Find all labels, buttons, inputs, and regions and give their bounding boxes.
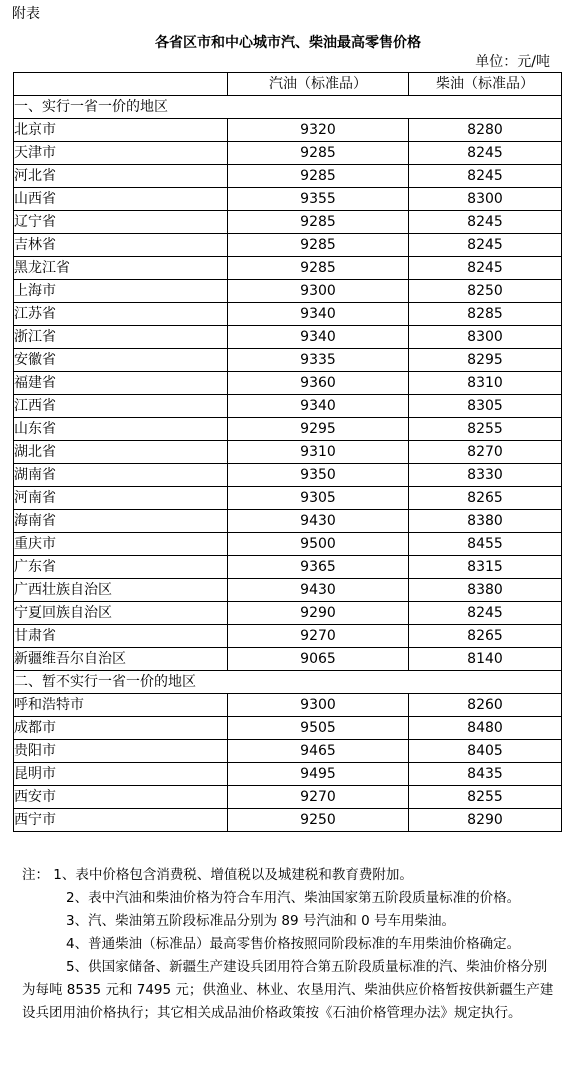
- gasoline-price: 9355: [228, 188, 409, 211]
- unit-label: 单位：元/吨: [475, 54, 550, 70]
- table-row: [14, 487, 562, 510]
- table-row: [14, 602, 562, 625]
- diesel-price: 8380: [409, 510, 562, 533]
- table-row: [14, 625, 562, 648]
- gasoline-price: 9270: [228, 625, 409, 648]
- notes: [22, 864, 556, 1025]
- page-title: 各省区市和中心城市汽、柴油最高零售价格: [155, 35, 421, 51]
- diesel-price: 8270: [409, 441, 562, 464]
- diesel-price: 8300: [409, 326, 562, 349]
- table-row: [14, 533, 562, 556]
- gasoline-price: 9340: [228, 326, 409, 349]
- table-row: [14, 441, 562, 464]
- section-label: 二、暂不实行一省一价的地区: [14, 671, 562, 694]
- diesel-price: 8315: [409, 556, 562, 579]
- header-gasoline: 汽油（标准品）: [228, 73, 409, 96]
- table-row: [14, 395, 562, 418]
- note-5: 5、供国家储备、新疆生产建设兵团用符合第五阶段质量标准的汽、柴油价格分别为每吨 8535 元和 7495 元；供渔业、林业、农垦用汽、柴油供应价格暂按供新疆生产建设兵团用油价格执行；其它相关成品油价格政策按《石油价格管理办法》规定执行。: [22, 959, 554, 1021]
- diesel-price: 8305: [409, 395, 562, 418]
- diesel-price: 8455: [409, 533, 562, 556]
- region-name: 安徽省: [14, 349, 228, 372]
- table-row: [14, 809, 562, 832]
- diesel-price: 8310: [409, 372, 562, 395]
- region-name: 西安市: [14, 786, 228, 809]
- region-name: 山西省: [14, 188, 228, 211]
- gasoline-price: 9270: [228, 786, 409, 809]
- gasoline-price: 9365: [228, 556, 409, 579]
- region-name: 河南省: [14, 487, 228, 510]
- header-diesel: 柴油（标准品）: [409, 73, 562, 96]
- table-row: [14, 786, 562, 809]
- table-row: [14, 510, 562, 533]
- diesel-price: 8480: [409, 717, 562, 740]
- gasoline-price: 9065: [228, 648, 409, 671]
- note-1: 注： 1、表中价格包含消费税、增值税以及城建税和教育费附加。: [22, 867, 413, 883]
- table-row: [14, 142, 562, 165]
- region-name: 湖北省: [14, 441, 228, 464]
- region-name: 辽宁省: [14, 211, 228, 234]
- table-row: [14, 257, 562, 280]
- region-name: 福建省: [14, 372, 228, 395]
- gasoline-price: 9340: [228, 395, 409, 418]
- region-name: 西宁市: [14, 809, 228, 832]
- table-row: [14, 211, 562, 234]
- region-name: 黑龙江省: [14, 257, 228, 280]
- table-row: [14, 579, 562, 602]
- region-name: 天津市: [14, 142, 228, 165]
- diesel-price: 8140: [409, 648, 562, 671]
- region-name: 江西省: [14, 395, 228, 418]
- gasoline-price: 9300: [228, 694, 409, 717]
- table-row: [14, 418, 562, 441]
- table-row: [14, 280, 562, 303]
- table-row: [14, 165, 562, 188]
- table-row: [14, 349, 562, 372]
- table-row: [14, 464, 562, 487]
- region-name: 山东省: [14, 418, 228, 441]
- note-4: 4、普通柴油（标准品）最高零售价格按照同阶段标准的车用柴油价格确定。: [66, 936, 521, 952]
- gasoline-price: 9290: [228, 602, 409, 625]
- table-row: [14, 556, 562, 579]
- diesel-price: 8245: [409, 257, 562, 280]
- region-name: 北京市: [14, 119, 228, 142]
- region-name: 吉林省: [14, 234, 228, 257]
- diesel-price: 8245: [409, 211, 562, 234]
- region-name: 江苏省: [14, 303, 228, 326]
- gasoline-price: 9360: [228, 372, 409, 395]
- region-name: 重庆市: [14, 533, 228, 556]
- region-name: 广东省: [14, 556, 228, 579]
- diesel-price: 8245: [409, 142, 562, 165]
- table-row: [14, 326, 562, 349]
- table-row: [14, 694, 562, 717]
- table-row: [14, 763, 562, 786]
- region-name: 浙江省: [14, 326, 228, 349]
- diesel-price: 8250: [409, 280, 562, 303]
- diesel-price: 8330: [409, 464, 562, 487]
- diesel-price: 8245: [409, 165, 562, 188]
- table-row: [14, 234, 562, 257]
- region-name: 呼和浩特市: [14, 694, 228, 717]
- gasoline-price: 9285: [228, 257, 409, 280]
- table-row: [14, 303, 562, 326]
- diesel-price: 8265: [409, 625, 562, 648]
- gasoline-price: 9310: [228, 441, 409, 464]
- gasoline-price: 9285: [228, 165, 409, 188]
- diesel-price: 8405: [409, 740, 562, 763]
- diesel-price: 8285: [409, 303, 562, 326]
- diesel-price: 8255: [409, 418, 562, 441]
- region-name: 宁夏回族自治区: [14, 602, 228, 625]
- header-region: [14, 73, 228, 96]
- gasoline-price: 9300: [228, 280, 409, 303]
- table-row: [14, 740, 562, 763]
- section-label: 一、实行一省一价的地区: [14, 96, 562, 119]
- table-row: [14, 188, 562, 211]
- table-header-row: [14, 73, 562, 96]
- table-row: [14, 119, 562, 142]
- region-name: 甘肃省: [14, 625, 228, 648]
- diesel-price: 8380: [409, 579, 562, 602]
- diesel-price: 8295: [409, 349, 562, 372]
- gasoline-price: 9340: [228, 303, 409, 326]
- gasoline-price: 9285: [228, 234, 409, 257]
- region-name: 海南省: [14, 510, 228, 533]
- section-row: [14, 96, 562, 119]
- note-2: 2、表中汽油和柴油价格为符合车用汽、柴油国家第五阶段质量标准的价格。: [66, 890, 521, 906]
- table-row: [14, 717, 562, 740]
- region-name: 新疆维吾尔自治区: [14, 648, 228, 671]
- gasoline-price: 9335: [228, 349, 409, 372]
- table-row: [14, 372, 562, 395]
- gasoline-price: 9320: [228, 119, 409, 142]
- gasoline-price: 9350: [228, 464, 409, 487]
- table-row: [14, 648, 562, 671]
- diesel-price: 8245: [409, 234, 562, 257]
- gasoline-price: 9285: [228, 211, 409, 234]
- gasoline-price: 9285: [228, 142, 409, 165]
- gasoline-price: 9430: [228, 579, 409, 602]
- diesel-price: 8265: [409, 487, 562, 510]
- note-3: 3、汽、柴油第五阶段标准品分别为 89 号汽油和 0 号车用柴油。: [66, 913, 456, 929]
- region-name: 湖南省: [14, 464, 228, 487]
- diesel-price: 8435: [409, 763, 562, 786]
- diesel-price: 8260: [409, 694, 562, 717]
- gasoline-price: 9500: [228, 533, 409, 556]
- region-name: 上海市: [14, 280, 228, 303]
- diesel-price: 8245: [409, 602, 562, 625]
- price-table: [13, 72, 562, 832]
- gasoline-price: 9295: [228, 418, 409, 441]
- region-name: 贵阳市: [14, 740, 228, 763]
- diesel-price: 8300: [409, 188, 562, 211]
- diesel-price: 8280: [409, 119, 562, 142]
- gasoline-price: 9430: [228, 510, 409, 533]
- gasoline-price: 9495: [228, 763, 409, 786]
- section-row: [14, 671, 562, 694]
- gasoline-price: 9305: [228, 487, 409, 510]
- diesel-price: 8290: [409, 809, 562, 832]
- region-name: 广西壮族自治区: [14, 579, 228, 602]
- appendix-label: 附表: [12, 6, 40, 22]
- region-name: 河北省: [14, 165, 228, 188]
- gasoline-price: 9505: [228, 717, 409, 740]
- region-name: 成都市: [14, 717, 228, 740]
- diesel-price: 8255: [409, 786, 562, 809]
- gasoline-price: 9465: [228, 740, 409, 763]
- region-name: 昆明市: [14, 763, 228, 786]
- gasoline-price: 9250: [228, 809, 409, 832]
